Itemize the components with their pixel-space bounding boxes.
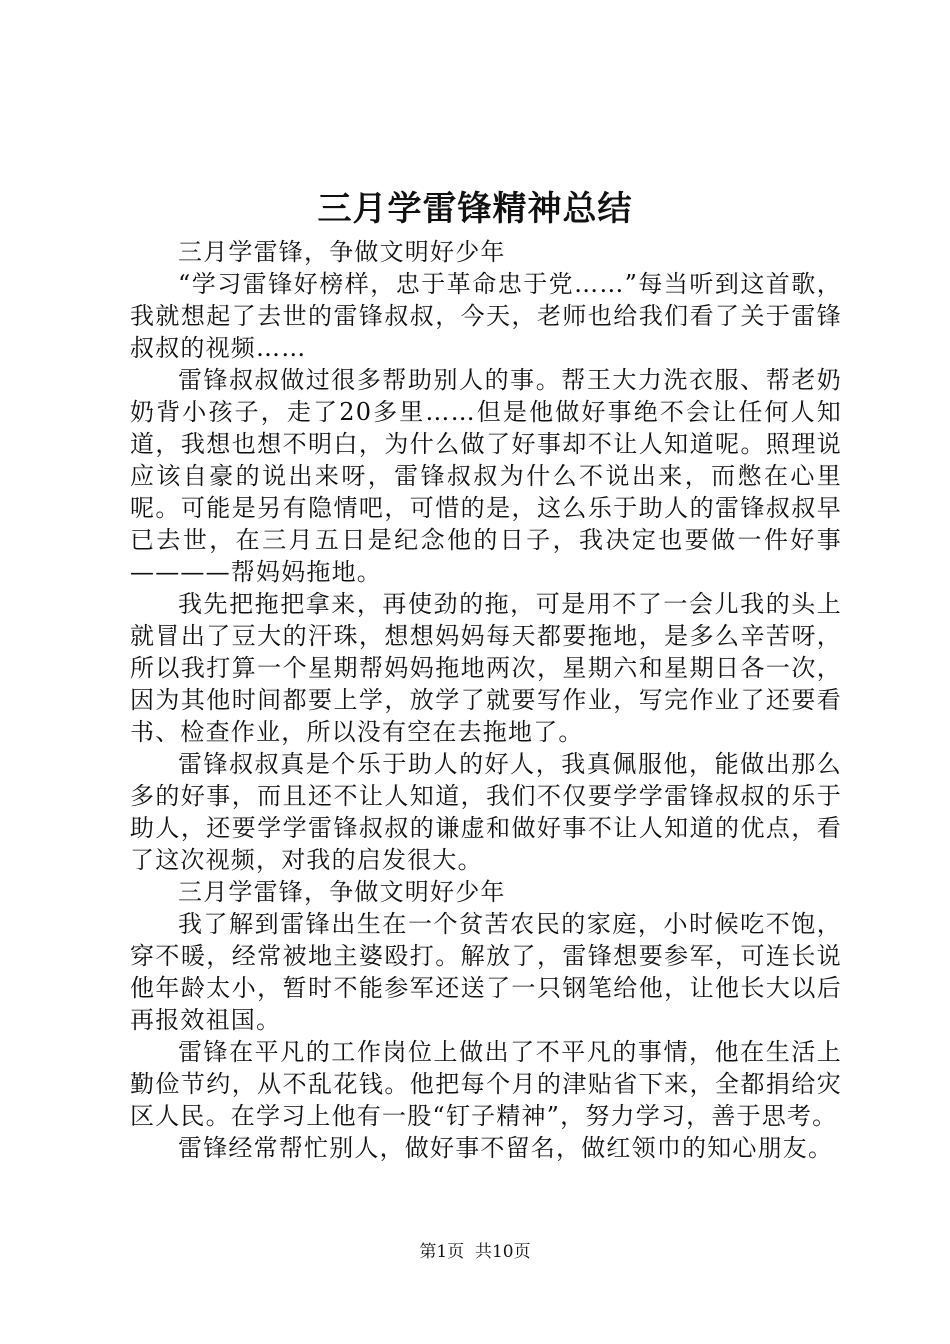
paragraph-4: 我先把拖把拿来，再使劲的拖，可是用不了一会儿我的头上就冒出了豆大的汗珠，想想妈妈每天都要拖地，是多么辛苦呀，所以我打算一个星期帮妈妈拖地两次，星期六和星期日各一次，因为其他时间都要上学，放学了就要写作业，写完作业了还要看书、检查作业，所以没有空在去拖地了。 — [130, 590, 842, 746]
paragraph-3: 雷锋叔叔做过很多帮助别人的事。帮王大力洗衣服、帮老奶奶背小孩子，走了20多里……但是他做好事绝不会让任何人知道，我想也想不明白，为什么做了好事却不让人知道呢。照理说应该自豪的说出来呀，雷锋叔叔为什么不说出来，而憋在心里呢。可能是另有隐情吧，可惜的是，这么乐于助人的雷锋叔叔早已去世，在三月五日是纪念他的日子，我决定也要做一件好事————帮妈妈拖地。 — [130, 366, 842, 586]
paragraph-7: 我了解到雷锋出生在一个贫苦农民的家庭，小时候吃不饱，穿不暖，经常被地主婆殴打。解放了，雷锋想要参军，可连长说他年龄太小，暂时不能参军还送了一只钢笔给他，让他长大以后再报效祖国。 — [130, 910, 842, 1034]
paragraph-9: 雷锋经常帮忙别人，做好事不留名，做红领巾的知心朋友。 — [178, 1134, 834, 1162]
paragraph-6: 三月学雷锋，争做文明好少年 — [178, 878, 506, 906]
paragraph-2: “学习雷锋好榜样，忠于革命忠于党……”每当听到这首歌，我就想起了去世的雷锋叔叔，今天，老师也给我们看了关于雷锋叔叔的视频…… — [130, 270, 842, 362]
document-title: 三月学雷锋精神总结 — [317, 189, 633, 229]
paragraph-1: 三月学雷锋，争做文明好少年 — [178, 238, 506, 266]
document-body — [130, 236, 842, 1164]
paragraph-8: 雷锋在平凡的工作岗位上做出了不平凡的事情，他在生活上勤俭节约，从不乱花钱。他把每个月的津贴省下来，全都捐给灾区人民。在学习上他有一股“钉子精神”，努力学习，善于思考。 — [130, 1038, 842, 1130]
paragraph-5: 雷锋叔叔真是个乐于助人的好人，我真佩服他，能做出那么多的好事，而且还不让人知道，我们不仅要学学雷锋叔叔的乐于助人，还要学学雷锋叔叔的谦虚和做好事不让人知道的优点，看了这次视频，对我的启发很大。 — [130, 750, 842, 874]
page-footer: 第1页 共10页 — [419, 1242, 531, 1262]
